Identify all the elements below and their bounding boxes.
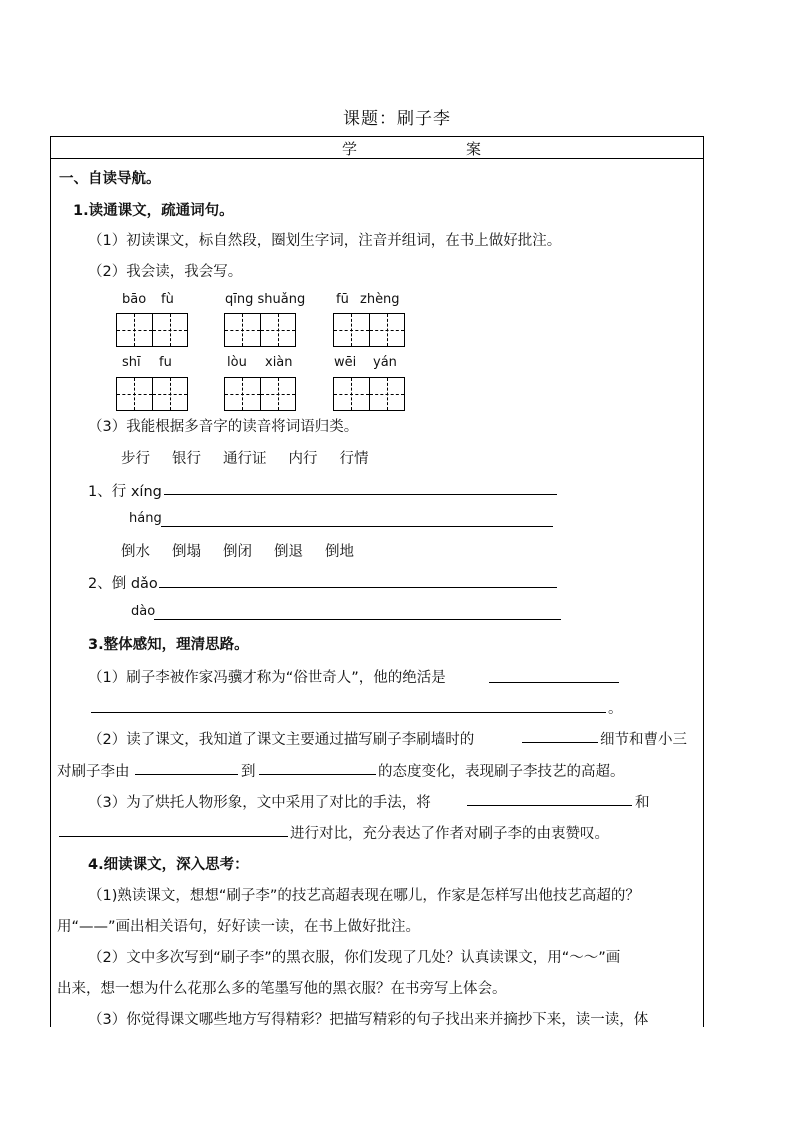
word-list-xing <box>121 447 391 468</box>
s3-q1: （1）刷子李被作家冯骥才称为“俗世奇人”，他的绝活是 <box>88 670 446 686</box>
word: 银行 <box>172 451 201 467</box>
answer-line[interactable] <box>259 774 376 775</box>
writing-grid[interactable] <box>333 377 405 411</box>
s4-q1-b: 用“——”画出相关语句，好好读一读，在书上做好批注。 <box>57 919 421 935</box>
answer-line[interactable] <box>159 587 557 588</box>
writing-grid[interactable] <box>333 313 405 347</box>
header-right: 案 <box>466 140 482 158</box>
answer-line[interactable] <box>91 712 606 713</box>
word: 通行证 <box>223 451 267 467</box>
writing-grid[interactable] <box>116 377 188 411</box>
worksheet-frame <box>50 136 704 1027</box>
answer-line[interactable] <box>164 494 557 495</box>
pinyin: zhèng <box>360 292 400 307</box>
s3-q3-b: 和 <box>635 795 650 811</box>
pinyin: yán <box>373 355 397 370</box>
s4-q2-b: 出来，想一想为什么花那么多的笔墨写他的黑衣服？在书旁写上体会。 <box>57 981 507 997</box>
dao-label-a: 2、倒 dǎo <box>88 576 158 592</box>
table-header <box>51 137 703 159</box>
s3-q1-end: 。 <box>608 701 623 717</box>
pinyin: qīng shuǎng <box>225 292 306 307</box>
writing-grid[interactable] <box>224 377 296 411</box>
dao-label-b: dào <box>131 604 156 619</box>
word: 步行 <box>121 451 150 467</box>
subsection-title-1: 1.读通课文，疏通词句。 <box>73 203 234 219</box>
header-left: 学 <box>342 140 358 158</box>
word: 行情 <box>339 451 369 467</box>
s4-q2-a: （2）文中多次写到“刷子李”的黑衣服，你们发现了几处？认真读课文，用“～～”画 <box>88 950 621 966</box>
answer-line[interactable] <box>467 805 632 806</box>
answer-line[interactable] <box>154 619 561 620</box>
writing-grid[interactable] <box>224 313 296 347</box>
xing-label-b: háng <box>129 511 162 526</box>
subsection-title-4: 4.细读课文，深入思考： <box>88 857 249 873</box>
instruction-2: （2）我会读，我会写。 <box>88 264 243 280</box>
word: 倒地 <box>325 544 354 560</box>
s4-q1-a: （1)熟读课文，想想“刷子李”的技艺高超表现在哪儿，作家是怎样写出他技艺高超的？ <box>88 888 640 904</box>
s3-q3-a: （3）为了烘托人物形象，文中采用了对比的手法，将 <box>88 795 431 811</box>
writing-grid[interactable] <box>116 313 188 347</box>
answer-line[interactable] <box>135 774 238 775</box>
word-list-dao <box>121 540 376 561</box>
pinyin: xiàn <box>265 355 293 370</box>
pinyin: fu <box>159 355 172 370</box>
word: 倒水 <box>121 544 150 560</box>
answer-line[interactable] <box>59 836 288 837</box>
page-title: 课题：刷子李 <box>343 109 451 129</box>
s3-q2-e: 的态度变化，表现刷子李技艺的高超。 <box>378 764 625 780</box>
word: 倒闭 <box>223 544 252 560</box>
s3-q2-a: （2）读了课文，我知道了课文主要通过描写刷子李刷墙时的 <box>88 732 475 748</box>
answer-line[interactable] <box>489 682 619 683</box>
pinyin: lòu <box>227 355 247 370</box>
instruction-3: （3）我能根据多音字的读音将词语归类。 <box>88 419 359 435</box>
word: 倒退 <box>274 544 303 560</box>
pinyin: shī <box>122 355 141 370</box>
word: 内行 <box>288 451 318 467</box>
subsection-title-3: 3.整体感知，理清思路。 <box>88 637 249 653</box>
word: 倒塌 <box>172 544 201 560</box>
xing-label-a: 1、行 xíng <box>88 484 162 500</box>
s4-q3-a: （3）你觉得课文哪些地方写得精彩？把描写精彩的句子找出来并摘抄下来，读一读，体 <box>88 1012 649 1028</box>
pinyin: wēi <box>334 355 357 370</box>
s3-q2-d: 到 <box>241 764 256 780</box>
section-heading: 一、自读导航。 <box>59 171 161 187</box>
answer-line[interactable] <box>522 742 598 743</box>
answer-line[interactable] <box>161 526 553 527</box>
pinyin: fù <box>161 292 174 307</box>
pinyin: fū <box>336 292 349 307</box>
s3-q3-c: 进行对比，充分表达了作者对刷子李的由衷赞叹。 <box>290 826 609 842</box>
pinyin: bāo <box>122 292 147 307</box>
s3-q2-b: 细节和曹小三 <box>600 732 687 748</box>
s3-q2-c: 对刷子李由 <box>57 764 130 780</box>
instruction-1: （1）初读课文，标自然段，圈划生字词，注音并组词，在书上做好批注。 <box>88 233 562 249</box>
